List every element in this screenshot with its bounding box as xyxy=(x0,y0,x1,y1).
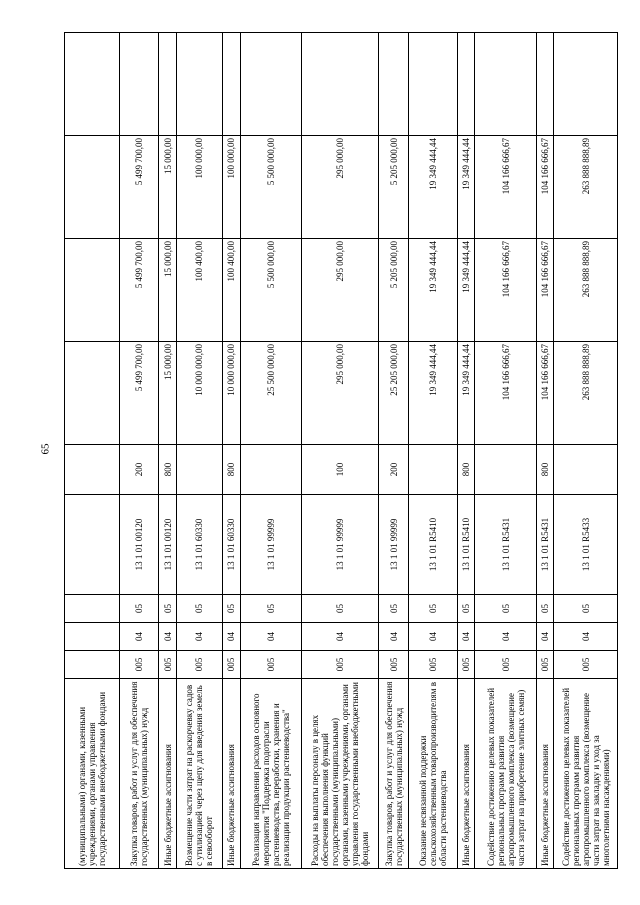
cell-expense-type: 200 xyxy=(378,445,409,495)
cell-amount-2: 19 349 444,44 xyxy=(409,136,457,239)
cell-amount-total: 104 166 666,67 xyxy=(475,342,536,445)
cell-amount-3 xyxy=(222,33,240,136)
cell-section: 04 xyxy=(159,623,177,651)
cell-name: Содействие достижению целевых показателей региональных программ развития агропромышленного комплекса (возмещение части затрат на приобретение элитных семян) xyxy=(475,679,536,869)
cell-amount-1: 100 400,00 xyxy=(222,239,240,342)
cell-name: Иные бюджетные ассигнования xyxy=(159,679,177,869)
cell-section: 04 xyxy=(240,623,301,651)
cell-amount-1: 100 400,00 xyxy=(176,239,222,342)
cell-expense-type xyxy=(240,445,301,495)
cell-amount-2 xyxy=(65,136,120,239)
cell-admin-code: 005 xyxy=(301,651,378,679)
cell-amount-1: 19 349 444,44 xyxy=(409,239,457,342)
cell-amount-2: 104 166 666,67 xyxy=(475,136,536,239)
cell-target-article: 13 1 01 99999 xyxy=(301,495,378,595)
cell-amount-3 xyxy=(554,33,618,136)
cell-section: 04 xyxy=(475,623,536,651)
cell-admin-code: 005 xyxy=(176,651,222,679)
cell-name: Иные бюджетные ассигнования xyxy=(457,679,475,869)
table-row xyxy=(159,33,177,869)
rotated-table-container xyxy=(64,33,618,869)
cell-amount-total: 295 000,00 xyxy=(301,342,378,445)
cell-section: 04 xyxy=(457,623,475,651)
cell-admin-code: 005 xyxy=(554,651,618,679)
cell-amount-2: 5 500 000,00 xyxy=(240,136,301,239)
cell-name: Содействие достижению целевых показателей региональных программ развития агропромышленного комплекса (возмещение части затрат на закладку и уход за многолетними насаждениями) xyxy=(554,679,618,869)
cell-amount-total: 25 500 000,00 xyxy=(240,342,301,445)
cell-target-article: 13 1 01 00120 xyxy=(159,495,177,595)
cell-amount-1: 104 166 666,67 xyxy=(475,239,536,342)
cell-subsection: 05 xyxy=(409,595,457,623)
cell-expense-type: 100 xyxy=(301,445,378,495)
cell-subsection: 05 xyxy=(378,595,409,623)
cell-amount-1: 104 166 666,67 xyxy=(536,239,554,342)
cell-amount-3 xyxy=(176,33,222,136)
cell-target-article xyxy=(65,495,120,595)
cell-subsection: 05 xyxy=(554,595,618,623)
cell-section: 04 xyxy=(222,623,240,651)
cell-subsection: 05 xyxy=(240,595,301,623)
cell-subsection: 05 xyxy=(536,595,554,623)
table-row xyxy=(176,33,222,869)
cell-expense-type: 800 xyxy=(457,445,475,495)
cell-name: Иные бюджетные ассигнования xyxy=(536,679,554,869)
cell-amount-total xyxy=(65,342,120,445)
cell-amount-3 xyxy=(409,33,457,136)
cell-subsection: 05 xyxy=(159,595,177,623)
cell-amount-total: 10 000 000,00 xyxy=(176,342,222,445)
cell-admin-code: 005 xyxy=(222,651,240,679)
cell-expense-type: 800 xyxy=(536,445,554,495)
cell-amount-total: 5 499 700,00 xyxy=(119,342,159,445)
cell-target-article: 13 1 01 R5433 xyxy=(554,495,618,595)
table-row xyxy=(475,33,536,869)
cell-amount-2: 295 000,00 xyxy=(301,136,378,239)
cell-name: Расходы на выплаты персоналу в целях обеспечения выполнения функций государственными (муниципальными) органами, казенными учреждениями, органами управления государственными внебюджетными фондами xyxy=(301,679,378,869)
cell-target-article: 13 1 01 R5410 xyxy=(409,495,457,595)
cell-name: Реализация направления расходов основного мероприятия "Поддержка подотрасли растениеводства, переработки, хранения и реализации продукции растениеводства" xyxy=(240,679,301,869)
cell-expense-type: 800 xyxy=(159,445,177,495)
table-row xyxy=(240,33,301,869)
table-row xyxy=(554,33,618,869)
cell-amount-3 xyxy=(301,33,378,136)
cell-expense-type xyxy=(554,445,618,495)
cell-amount-2: 100 000,00 xyxy=(176,136,222,239)
cell-subsection: 05 xyxy=(457,595,475,623)
cell-admin-code: 005 xyxy=(378,651,409,679)
table-body xyxy=(65,33,618,869)
cell-amount-1: 263 888 888,89 xyxy=(554,239,618,342)
cell-amount-1: 19 349 444,44 xyxy=(457,239,475,342)
table-row xyxy=(378,33,409,869)
cell-amount-1 xyxy=(65,239,120,342)
cell-section: 04 xyxy=(536,623,554,651)
cell-amount-2: 15 000,00 xyxy=(159,136,177,239)
cell-name: Оказание несвязанной поддержки сельскохозяйственным товаропроизводителям в области растениеводства xyxy=(409,679,457,869)
cell-target-article: 13 1 01 00120 xyxy=(119,495,159,595)
table-row xyxy=(119,33,159,869)
page-number: 65 xyxy=(39,443,52,455)
cell-expense-type xyxy=(409,445,457,495)
cell-section: 04 xyxy=(378,623,409,651)
cell-amount-2: 19 349 444,44 xyxy=(457,136,475,239)
cell-target-article: 13 1 01 99999 xyxy=(378,495,409,595)
table-row xyxy=(65,33,120,869)
cell-amount-3 xyxy=(536,33,554,136)
cell-amount-2: 5 205 000,00 xyxy=(378,136,409,239)
cell-amount-3 xyxy=(457,33,475,136)
cell-section: 04 xyxy=(409,623,457,651)
cell-subsection: 05 xyxy=(222,595,240,623)
cell-admin-code: 005 xyxy=(536,651,554,679)
cell-amount-1: 15 000,00 xyxy=(159,239,177,342)
table-row xyxy=(457,33,475,869)
cell-amount-3 xyxy=(65,33,120,136)
cell-section: 04 xyxy=(119,623,159,651)
cell-admin-code: 005 xyxy=(119,651,159,679)
cell-target-article: 13 1 01 60330 xyxy=(222,495,240,595)
cell-amount-2: 100 000,00 xyxy=(222,136,240,239)
cell-subsection: 05 xyxy=(176,595,222,623)
cell-name: Закупка товаров, работ и услуг для обеспечения государственных (муниципальных) нужд xyxy=(378,679,409,869)
cell-expense-type: 200 xyxy=(119,445,159,495)
cell-section xyxy=(65,623,120,651)
cell-target-article: 13 1 01 R5431 xyxy=(536,495,554,595)
cell-admin-code: 005 xyxy=(159,651,177,679)
cell-name: (муниципальными) органами, казенными учреждениями, органами управления государственными внебюджетными фондами xyxy=(65,679,120,869)
cell-name: Возмещение части затрат на раскорчевку садов с утилизацией через щепу для введения земель в севооборот xyxy=(176,679,222,869)
cell-name: Иные бюджетные ассигнования xyxy=(222,679,240,869)
cell-amount-3 xyxy=(475,33,536,136)
cell-amount-3 xyxy=(378,33,409,136)
table-row xyxy=(301,33,378,869)
cell-admin-code: 005 xyxy=(409,651,457,679)
cell-expense-type xyxy=(65,445,120,495)
cell-subsection: 05 xyxy=(119,595,159,623)
table-row xyxy=(222,33,240,869)
cell-expense-type xyxy=(475,445,536,495)
cell-name: Закупка товаров, работ и услуг для обеспечения государственных (муниципальных) нужд xyxy=(119,679,159,869)
cell-amount-2: 104 166 666,67 xyxy=(536,136,554,239)
cell-amount-1: 295 000,00 xyxy=(301,239,378,342)
cell-admin-code: 005 xyxy=(475,651,536,679)
cell-target-article: 13 1 01 60330 xyxy=(176,495,222,595)
cell-target-article: 13 1 01 R5431 xyxy=(475,495,536,595)
cell-expense-type xyxy=(176,445,222,495)
cell-subsection: 05 xyxy=(475,595,536,623)
cell-amount-2: 5 499 700,00 xyxy=(119,136,159,239)
cell-admin-code: 005 xyxy=(240,651,301,679)
cell-amount-total: 263 888 888,89 xyxy=(554,342,618,445)
cell-amount-total: 104 166 666,67 xyxy=(536,342,554,445)
cell-amount-3 xyxy=(159,33,177,136)
table-row xyxy=(409,33,457,869)
cell-amount-1: 5 500 000,00 xyxy=(240,239,301,342)
cell-amount-3 xyxy=(119,33,159,136)
cell-amount-total: 19 349 444,44 xyxy=(457,342,475,445)
cell-amount-1: 5 499 700,00 xyxy=(119,239,159,342)
cell-amount-total: 25 205 000,00 xyxy=(378,342,409,445)
cell-admin-code xyxy=(65,651,120,679)
cell-admin-code: 005 xyxy=(457,651,475,679)
cell-amount-total: 10 000 000,00 xyxy=(222,342,240,445)
cell-target-article: 13 1 01 99999 xyxy=(240,495,301,595)
cell-section: 04 xyxy=(554,623,618,651)
cell-amount-2: 263 888 888,89 xyxy=(554,136,618,239)
cell-amount-3 xyxy=(240,33,301,136)
cell-amount-total: 15 000,00 xyxy=(159,342,177,445)
cell-amount-total: 19 349 444,44 xyxy=(409,342,457,445)
table-row xyxy=(536,33,554,869)
cell-section: 04 xyxy=(301,623,378,651)
cell-subsection xyxy=(65,595,120,623)
cell-section: 04 xyxy=(176,623,222,651)
cell-subsection: 05 xyxy=(301,595,378,623)
cell-expense-type: 800 xyxy=(222,445,240,495)
cell-target-article: 13 1 01 R5410 xyxy=(457,495,475,595)
budget-table xyxy=(64,32,618,869)
cell-amount-1: 5 205 000,00 xyxy=(378,239,409,342)
